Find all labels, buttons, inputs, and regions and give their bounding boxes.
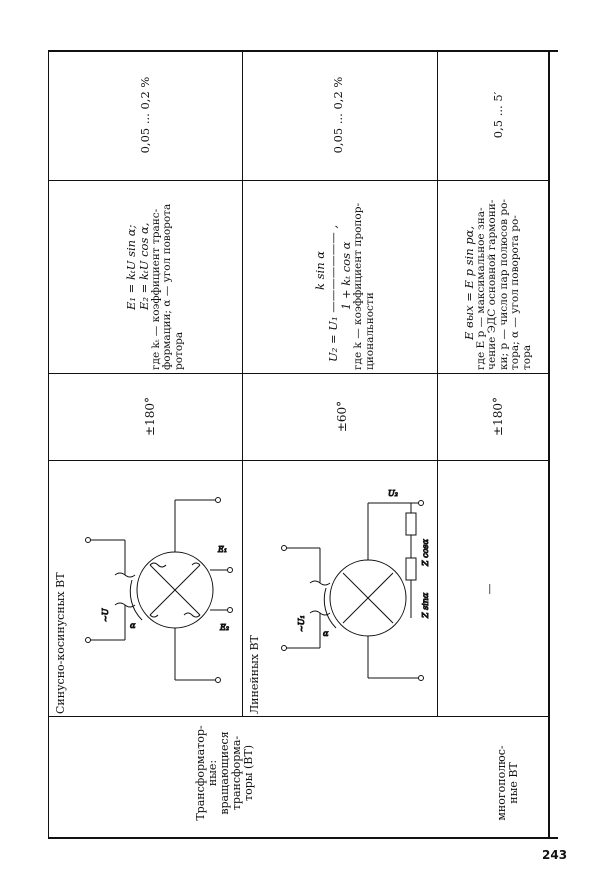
formula-numerator: k sin α bbox=[313, 250, 327, 290]
page-number: 243 bbox=[542, 848, 568, 862]
subtype-linear-cell bbox=[246, 614, 264, 714]
range-multipole-cell bbox=[468, 373, 528, 460]
angle-arrow bbox=[130, 580, 142, 620]
label-alpha: α bbox=[130, 621, 136, 630]
table-subheader-line bbox=[48, 716, 49, 717]
note-line-1: где kₜ — коэффициент транс- bbox=[149, 208, 162, 370]
label-alpha: α bbox=[323, 629, 329, 638]
label-u2: U₂ bbox=[388, 489, 398, 498]
range-sincos-cell bbox=[120, 373, 180, 460]
subtype-linear-label: Линейных ВТ bbox=[248, 635, 261, 714]
scheme-multipole-cell bbox=[475, 464, 505, 714]
range-sincos-value: ±180° bbox=[143, 397, 157, 436]
sincos-resolver-diagram bbox=[70, 470, 240, 700]
label-zsin: Z sinα bbox=[421, 592, 430, 618]
note-line-3: ротора bbox=[172, 331, 185, 370]
type-multipole-cell bbox=[488, 728, 528, 838]
error-multipole-cell bbox=[478, 50, 518, 180]
subtype-sincos-cell bbox=[52, 554, 70, 714]
star-windings bbox=[343, 573, 393, 623]
note-line-1: где k — коэффициент пропор- bbox=[352, 203, 364, 370]
formula-sincos-cell bbox=[100, 180, 210, 370]
note-line-3: ки; p — число пар полюсов ро- bbox=[497, 199, 510, 370]
error-multipole-value: 0,5 ... 5′ bbox=[491, 91, 505, 139]
table-row-line-4 bbox=[48, 716, 548, 717]
type-transformer-label: Трансформатор- ные: вращающиеся трансформа- торы (ВТ) bbox=[194, 725, 255, 821]
table-col-line-4 bbox=[548, 50, 550, 838]
note-line-5: тора bbox=[520, 344, 533, 370]
star-windings bbox=[150, 563, 200, 617]
label-zcos: Z cosα bbox=[421, 539, 430, 566]
type-multipole-label: многополюс- ные ВТ bbox=[495, 745, 520, 821]
note-line-4: тора; α — угол поворота ро- bbox=[509, 215, 522, 370]
table-row-line-3 bbox=[48, 460, 548, 461]
label-e2: E₂ bbox=[220, 623, 230, 632]
stator-coils bbox=[86, 538, 136, 643]
error-sincos-cell bbox=[125, 50, 165, 180]
range-multipole-value: ±180° bbox=[491, 397, 505, 436]
note-line-2: чение ЭДС основной гармони- bbox=[486, 199, 499, 370]
formula-line-2: E₂ = kₜU cos α, bbox=[136, 222, 151, 310]
formula-line-1: E₁ = kₜU sin α; bbox=[123, 224, 138, 310]
note-line-2: формации; α — угол поворота bbox=[161, 203, 174, 370]
range-linear-value: ±60° bbox=[335, 400, 349, 433]
scheme-multipole-dash: — bbox=[483, 583, 496, 595]
subtype-sincos-label: Синусно-косинусных ВТ bbox=[54, 572, 67, 714]
formula-linear-cell bbox=[295, 180, 395, 370]
formula-main: U₂ = U₁ ——————— , bbox=[326, 224, 340, 362]
type-transformer-cell bbox=[190, 708, 260, 838]
formula-denominator: 1 + kₜ cos α bbox=[339, 241, 353, 310]
error-linear-cell bbox=[318, 50, 358, 180]
table-col-line-1 bbox=[48, 50, 49, 838]
table-border-bottom bbox=[48, 837, 558, 839]
load-impedances bbox=[368, 501, 424, 681]
label-u1: ~U₁ bbox=[297, 615, 306, 632]
note-line-2: циональности bbox=[363, 292, 376, 370]
linear-resolver-diagram bbox=[268, 478, 438, 708]
table-col-line-2 bbox=[242, 50, 243, 716]
label-e1: E₁ bbox=[218, 545, 228, 554]
error-linear-value: 0,05 ... 0,2 % bbox=[331, 76, 345, 154]
note-line-1: где E p — максимальное зна- bbox=[474, 207, 487, 370]
label-u: ~U bbox=[101, 608, 110, 622]
formula-line-1: E вых = E p sin pα, bbox=[461, 225, 476, 340]
formula-multipole-cell bbox=[448, 180, 548, 370]
output-leads bbox=[175, 498, 233, 683]
error-sincos-value: 0,05 ... 0,2 % bbox=[138, 76, 152, 154]
range-linear-cell bbox=[312, 373, 372, 460]
